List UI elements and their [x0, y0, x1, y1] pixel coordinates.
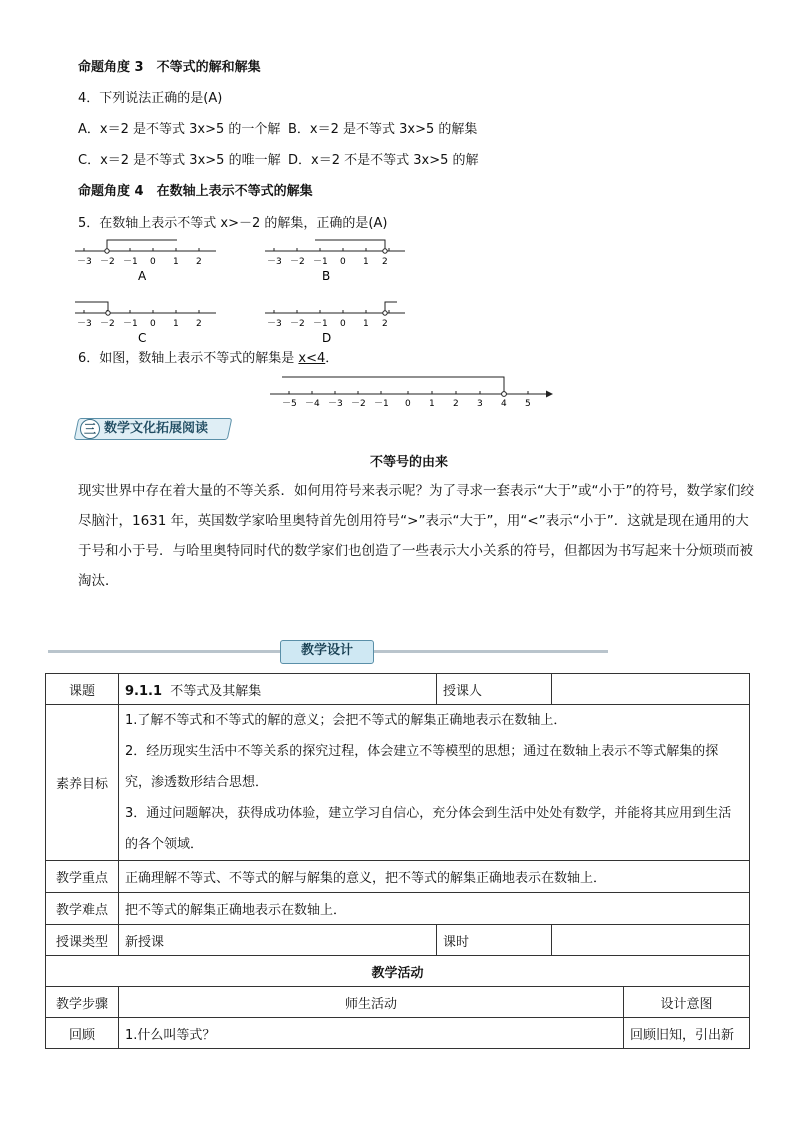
- tick-label: －2: [100, 257, 115, 267]
- activity-title: 教学活动: [46, 956, 750, 987]
- tick-label: 0: [150, 257, 156, 267]
- q6-suffix: ．: [325, 351, 339, 366]
- goal-2: 2．经历现实生活中不等关系的探究过程，体会建立不等模型的思想；通过在数轴上表示不等式解集的探究，渗透数形结合思想．: [125, 744, 719, 790]
- tick-label: 1: [173, 319, 179, 329]
- table-row: [46, 861, 750, 893]
- svg-text:－3: [267, 257, 282, 267]
- svg-text:2: [453, 399, 459, 409]
- topic-label: 课题: [46, 674, 119, 705]
- topic-number: 9.1.1: [125, 683, 163, 699]
- tick-label: 2: [382, 319, 388, 329]
- tick-label: 0: [340, 319, 346, 329]
- tick-label: －1: [313, 319, 328, 329]
- tick-label: 1: [363, 257, 369, 267]
- col-intent: 设计意图: [624, 987, 750, 1018]
- reading-banner-number: 三: [80, 419, 100, 439]
- svg-text:－1: [313, 257, 328, 267]
- tick-label: 0: [150, 319, 156, 329]
- q4-option-b: B．x＝2 是不等式 3x>5 的解集: [288, 122, 478, 137]
- svg-text:B: [322, 269, 330, 283]
- tick-label: －3: [328, 399, 343, 409]
- number-line-d: [265, 302, 405, 344]
- option-letter-a: A: [138, 269, 147, 283]
- q4-option-a: A．x＝2 是不等式 3x>5 的一个解: [78, 122, 281, 137]
- reading-paragraph-text: 现实世界中存在着大量的不等关系．如何用符号来表示呢？为了寻求一套表示“大于”或“小于”的符号，数学家们绞尽脑汁，1631 年，英国数学家哈里奥特首先创用符号“>”表示“大于”，用“<”表示“小于”．这就是现在通用的大于号和小于号．与哈里奥特同时代的数学家们也创造了一些表示大小关系的符号，但都因为书写起来十分烦琐而被淘汰．: [78, 483, 754, 589]
- tick-label: 2: [453, 399, 459, 409]
- key-value: 正确理解不等式、不等式的解与解集的意义，把不等式的解集正确地表示在数轴上．: [119, 861, 750, 893]
- tick-label: －2: [351, 399, 366, 409]
- row1-intent: 回顾旧知，引出新: [624, 1018, 750, 1049]
- tick-label: －1: [123, 257, 138, 267]
- svg-text:2: [382, 257, 388, 267]
- table-row: [46, 987, 750, 1018]
- hours-value: [552, 925, 750, 956]
- svg-text:0: [150, 319, 156, 329]
- svg-text:1: [429, 399, 435, 409]
- tick-label: 1: [363, 319, 369, 329]
- svg-text:－2: [290, 257, 305, 267]
- tick-label: －2: [290, 257, 305, 267]
- difficulty-label: 教学难点: [46, 893, 119, 925]
- svg-text:－3: [77, 319, 92, 329]
- tick-label: －5: [282, 399, 297, 409]
- number-line-a: [75, 240, 216, 283]
- key-label: 教学重点: [46, 861, 119, 893]
- svg-text:－2: [100, 257, 115, 267]
- svg-text:0: [150, 257, 156, 267]
- tick-label: －3: [267, 319, 282, 329]
- svg-text:D: [322, 331, 331, 344]
- tick-label: 5: [525, 399, 531, 409]
- q4-option-d: D．x＝2 不是不等式 3x>5 的解: [288, 153, 479, 168]
- svg-text:－5: [282, 399, 297, 409]
- svg-text:－4: [305, 399, 320, 409]
- option-letter-b: B: [322, 269, 331, 283]
- svg-text:5: [525, 399, 531, 409]
- number-line-b: [265, 240, 405, 283]
- type-label: 授课类型: [46, 925, 119, 956]
- hours-label: 课时: [437, 925, 552, 956]
- reading-title: 不等号的由来: [370, 455, 449, 470]
- tick-label: 4: [501, 399, 507, 409]
- topic-cell: [119, 674, 437, 705]
- tick-label: 2: [382, 257, 388, 267]
- question-4: 4．下列说法正确的是(A): [78, 91, 223, 106]
- tick-label: －2: [100, 319, 115, 329]
- svg-text:1: [363, 319, 369, 329]
- goals-cell: [119, 705, 750, 861]
- question-6: [78, 347, 338, 366]
- svg-text:－1: [123, 319, 138, 329]
- svg-text:0: [405, 399, 411, 409]
- svg-text:0: [340, 319, 346, 329]
- goal-1: 1.了解不等式和不等式的解的意义；会把不等式的解集正确地表示在数轴上．: [125, 713, 567, 728]
- teacher-value: [552, 674, 750, 705]
- tick-label: －3: [77, 257, 92, 267]
- svg-text:－1: [374, 399, 389, 409]
- design-banner-label: 教学设计: [300, 643, 353, 658]
- tick-label: －2: [290, 319, 305, 329]
- option-letter-d: D: [322, 331, 332, 344]
- tick-label: 2: [196, 257, 202, 267]
- tick-label: 2: [196, 319, 202, 329]
- svg-text:A: [138, 269, 147, 283]
- svg-text:－1: [123, 257, 138, 267]
- table-row: [46, 1018, 750, 1049]
- tick-label: 1: [173, 257, 179, 267]
- svg-text:－3: [328, 399, 343, 409]
- question-5: 5．在数轴上表示不等式 x>－2 的解集，正确的是(A): [78, 216, 388, 231]
- tick-label: 1: [429, 399, 435, 409]
- table-row: [46, 893, 750, 925]
- row1-step: 回顾: [46, 1018, 119, 1049]
- table-row: [46, 925, 750, 956]
- svg-text:－1: [313, 319, 328, 329]
- tick-label: －1: [313, 257, 328, 267]
- svg-text:3: [477, 399, 483, 409]
- teacher-label: 授课人: [437, 674, 552, 705]
- svg-text:－2: [290, 319, 305, 329]
- option-letter-c: C: [138, 331, 147, 344]
- col-step: 教学步骤: [46, 987, 119, 1018]
- section-heading-3: 命题角度 3 不等式的解和解集: [78, 60, 261, 75]
- table-row: [46, 674, 750, 705]
- q6-number-line: [268, 370, 558, 410]
- tick-label: －3: [77, 319, 92, 329]
- svg-text:1: [173, 257, 179, 267]
- tick-label: －3: [267, 257, 282, 267]
- number-line-c: [75, 302, 216, 344]
- reading-banner-title: 数学文化拓展阅读: [104, 421, 209, 436]
- goals-label: 素养目标: [46, 705, 119, 861]
- tick-label: 0: [405, 399, 411, 409]
- difficulty-value: 把不等式的解集正确地表示在数轴上．: [119, 893, 750, 925]
- svg-text:－3: [77, 257, 92, 267]
- svg-text:－2: [100, 319, 115, 329]
- svg-text:2: [196, 257, 202, 267]
- tick-label: 0: [340, 257, 346, 267]
- svg-text:4: [501, 399, 507, 409]
- table-row: [46, 705, 750, 861]
- goal-3: 3．通过问题解决，获得成功体验，建立学习自信心，充分体会到生活中处处有数学，并能将其应用到生活的各个领域．: [125, 806, 732, 852]
- reading-paragraph: [78, 476, 754, 596]
- svg-text:1: [363, 257, 369, 267]
- svg-text:2: [382, 319, 388, 329]
- section-heading-4: 命题角度 4 在数轴上表示不等式的解集: [78, 184, 313, 199]
- svg-text:－2: [351, 399, 366, 409]
- type-value: 新授课: [119, 925, 437, 956]
- q6-answer: x<4: [298, 351, 326, 366]
- svg-text:1: [173, 319, 179, 329]
- svg-text:－3: [267, 319, 282, 329]
- topic-value: 不等式及其解集: [170, 683, 262, 699]
- teaching-design-table: [45, 673, 750, 1049]
- tick-label: 3: [477, 399, 483, 409]
- q4-option-c: C．x＝2 是不等式 3x>5 的唯一解: [78, 153, 281, 168]
- tick-label: －4: [305, 399, 320, 409]
- q5-number-lines: [70, 234, 420, 344]
- q6-prefix: 6．如图，数轴上表示不等式的解集是: [78, 351, 299, 366]
- svg-text:2: [196, 319, 202, 329]
- row1-activity: 1.什么叫等式？: [119, 1018, 624, 1049]
- table-row: [46, 956, 750, 987]
- svg-text:0: [340, 257, 346, 267]
- tick-label: －1: [374, 399, 389, 409]
- svg-text:C: [138, 331, 146, 344]
- tick-label: －1: [123, 319, 138, 329]
- col-activity: 师生活动: [119, 987, 624, 1018]
